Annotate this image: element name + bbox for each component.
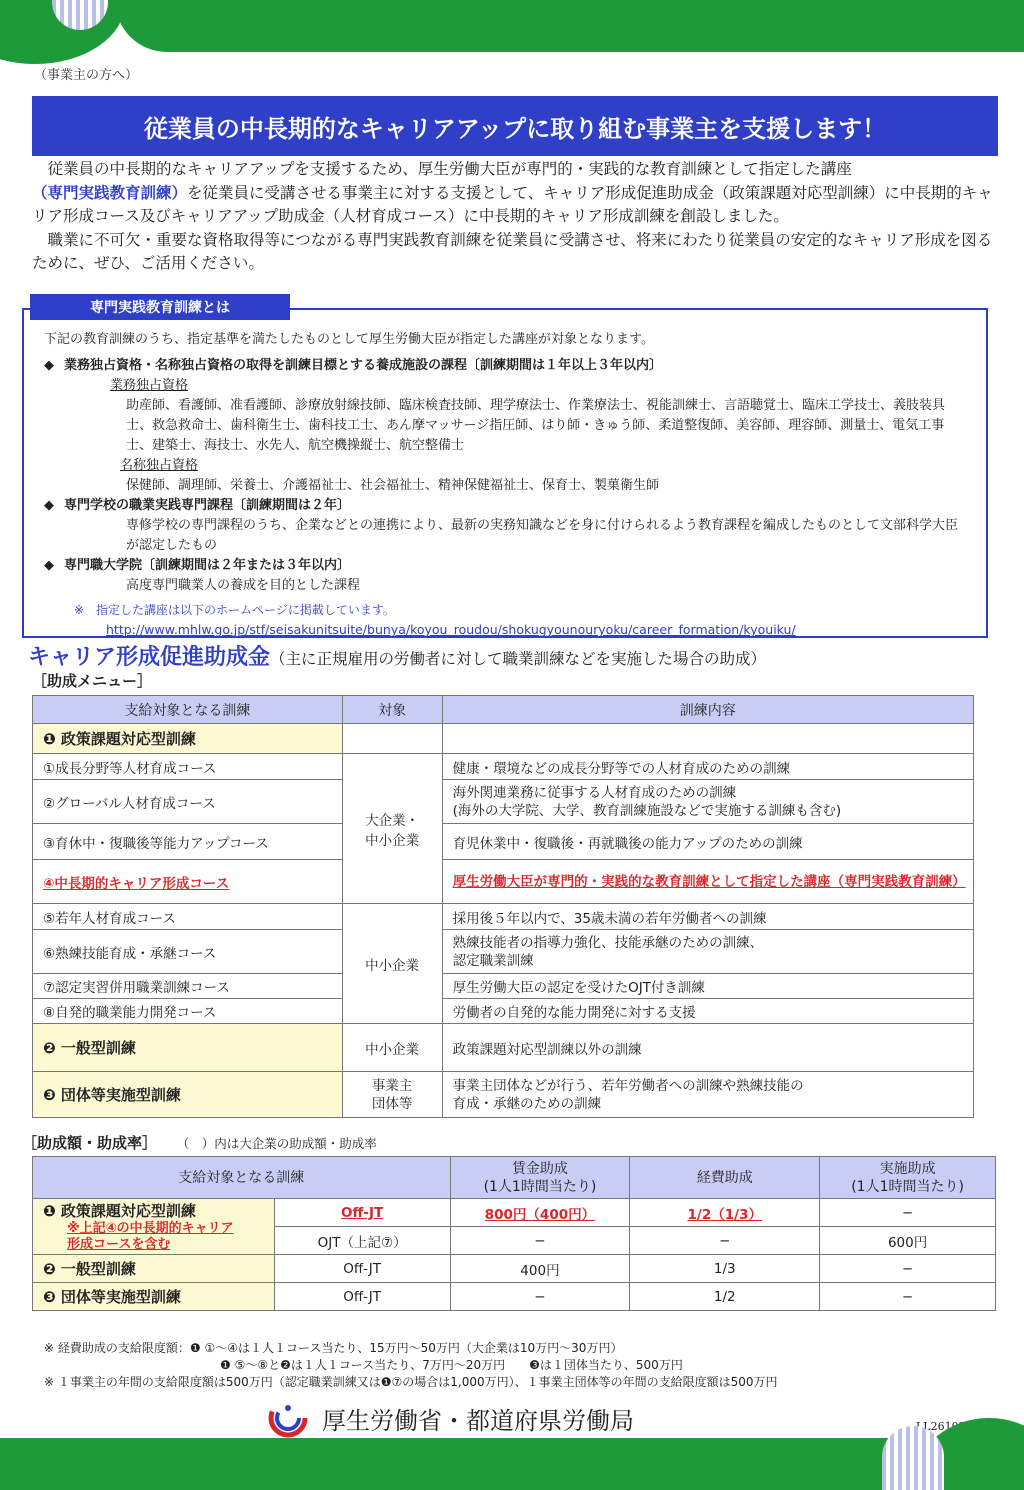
section-title-paren: （主に正規雇用の労働者に対して職業訓練などを実施した場合の助成）	[270, 650, 767, 668]
menu-header-target: 対象	[342, 696, 442, 724]
rate-wage: 400円	[450, 1255, 630, 1283]
rate-general-title: ❷ 一般型訓練	[33, 1255, 275, 1283]
menu-row-content: 健康・環境などの成長分野等での人材育成のための訓練	[442, 754, 973, 780]
footnote-2: ❶ ⑤〜⑧と❷は１人１コース当たり、7万円〜20万円 ❸は１団体当たり、500万円	[220, 1358, 683, 1372]
rate-header-training: 支給対象となる訓練	[33, 1157, 451, 1199]
rate-type: OJT（上記⑦）	[274, 1227, 450, 1255]
menu-target-large: 大企業・ 中小企業	[342, 754, 442, 904]
rate-impl: −	[820, 1255, 996, 1283]
rate-type: Off-JT	[274, 1255, 450, 1283]
menu-group-target: 事業主 団体等	[342, 1072, 442, 1118]
bottom-decoration-stripes	[882, 1426, 944, 1490]
rate-policy-cell	[33, 1199, 275, 1255]
menu-row-content: 海外関連業務に従事する人材育成のための訓練 (海外の大学院、大学、教育訓練施設などで実施する訓練も含む)	[442, 780, 973, 824]
rate-wage: 800円（400円）	[450, 1199, 630, 1227]
menu-row-content: 育児休業中・復職後・再就職後の能力アップのための訓練	[442, 824, 973, 860]
rate-cost: 1/3	[630, 1255, 820, 1283]
menu-policy-title: ❶ 政策課題対応型訓練	[33, 724, 343, 754]
section-title	[28, 640, 766, 671]
ministry-name: 厚生労働省・都道府県労働局	[322, 1406, 634, 1435]
intro-p1-a: 従業員の中長期的なキャリアアップを支援するため、厚生労働大臣が専門的・実践的な教育訓練として指定した講座	[47, 160, 852, 178]
rate-label	[22, 1132, 377, 1153]
rate-header-wage: 賃金助成 (1人1時間当たり)	[450, 1157, 630, 1199]
rate-header-cost: 経費助成	[630, 1157, 820, 1199]
rate-policy-note: ※上記④の中長期的キャリア 形成コースを含む	[67, 1221, 234, 1252]
ministry-logo-icon	[268, 1398, 308, 1438]
rate-impl: −	[820, 1283, 996, 1311]
bottom-decoration-band	[0, 1438, 1024, 1490]
menu-row-name: ⑦認定実習併用職業訓練コース	[33, 974, 343, 999]
top-decoration-band	[115, 0, 1024, 52]
rate-cost: −	[630, 1227, 820, 1255]
rate-wage: −	[450, 1283, 630, 1311]
rate-wage: −	[450, 1227, 630, 1255]
menu-row-name: ③育休中・復職後等能力アップコース	[33, 824, 343, 860]
rate-impl: 600円	[820, 1227, 996, 1255]
menu-row-name: ⑤若年人材育成コース	[33, 904, 343, 930]
menu-row-content: 労働者の自発的な能力開発に対する支援	[442, 999, 973, 1024]
rate-cost: 1/2（1/3）	[630, 1199, 820, 1227]
menu-target-small: 中小企業	[342, 904, 442, 1024]
box-desc-2: 保健師、調理師、栄養士、介護福祉士、社会福祉士、精神保健福祉士、保育士、製菓衛生師	[126, 478, 660, 493]
intro-text	[32, 158, 1002, 276]
rate-type: Off-JT	[274, 1199, 450, 1227]
rate-impl: −	[820, 1199, 996, 1227]
box-lead: 下記の教育訓練のうち、指定基準を満たしたものとして厚生労働大臣が指定した講座が対象となります。	[44, 332, 654, 347]
intro-p1-highlight: （専門実践教育訓練）	[32, 183, 188, 202]
audience-label: （事業主の方へ）	[34, 68, 139, 83]
menu-group-title: ❸ 団体等実施型訓練	[33, 1072, 343, 1118]
box-item-3: ◆ 専門職大学院〔訓練期間は２年または３年以内〕	[44, 556, 974, 576]
training-definition-box	[22, 308, 988, 638]
headline-banner: 従業員の中長期的なキャリアアップに取り組む事業主を支援します！	[32, 96, 998, 156]
box-note: ※ 指定した講座は以下のホームページに掲載しています。	[74, 603, 395, 617]
ministry-logo	[268, 1398, 634, 1438]
rate-group-title: ❸ 団体等実施型訓練	[33, 1283, 275, 1311]
box-desc-1: 助産師、看護師、准看護師、診療放射線技師、臨床検査技師、理学療法士、作業療法士、視能訓練士、言語聴覚士、臨床工学技士、義肢装具士、救急救命士、歯科衛生士、歯科技工士、あん摩マッサージ指圧師、はり師・きゅう師、柔道整復師、美容師、理容師、測量士、電気工事士、建築士、海技士、水先人、航空機操縦士、航空整備士	[126, 398, 946, 453]
menu-header-content: 訓練内容	[442, 696, 973, 724]
menu-label: ［助成メニュー］	[32, 672, 153, 690]
rate-table	[32, 1156, 996, 1311]
footnote-1: ※ 経費助成の支給限度額：❶ ①〜④は１人１コース当たり、15万円〜50万円（大企業は10万円〜30万円）	[44, 1341, 623, 1355]
box-item-2: ◆ 専門学校の職業実践専門課程〔訓練期間は２年〕	[44, 496, 974, 516]
intro-paragraph-1	[32, 158, 1002, 229]
rate-policy-title: ❶ 政策課題対応型訓練	[43, 1202, 196, 1220]
box-sub-1: 業務独占資格	[110, 378, 189, 393]
menu-general-content: 政策課題対応型訓練以外の訓練	[442, 1024, 973, 1072]
menu-row-name: ⑧自発的職業能力開発コース	[33, 999, 343, 1024]
menu-header-training: 支給対象となる訓練	[33, 696, 343, 724]
rate-header-impl: 実施助成 (1人1時間当たり)	[820, 1157, 996, 1199]
box-desc-4: 高度専門職業人の養成を目的とした課程	[126, 578, 361, 593]
menu-row-content: 厚生労働大臣の認定を受けたOJT付き訓練	[442, 974, 973, 999]
menu-row-name: ①成長分野等人材育成コース	[33, 754, 343, 780]
intro-paragraph-2: 職業に不可欠・重要な資格取得等につながる専門実践教育訓練を従業員に受講させ、将来にわたり従業員の安定的なキャリア形成を図るために、ぜひ、ご活用ください。	[32, 230, 993, 272]
intro-p1-b: を従業員に受講させる事業主に対する支援として、キャリア形成促進助成金（政策課題対応型訓練）に中長期的キャリア形成コース及びキャリアアップ助成金（人材育成コース）に中長期的キャリア形成訓練を創設しました。	[32, 183, 993, 225]
footnotes	[44, 1340, 778, 1391]
menu-row-content: 採用後５年以内で、35歳未満の若年労働者への訓練	[442, 904, 973, 930]
menu-general-target: 中小企業	[342, 1024, 442, 1072]
section-title-main: キャリア形成促進助成金	[28, 645, 271, 670]
box-item-1: ◆ 業務独占資格・名称独占資格の取得を訓練目標とする養成施設の課程〔訓練期間は１年以上３年以内〕	[44, 356, 974, 376]
menu-group-content: 事業主団体などが行う、若年労働者への訓練や熟練技能の 育成・承継のための訓練	[442, 1072, 973, 1118]
menu-general-title: ❷ 一般型訓練	[33, 1024, 343, 1072]
rate-type: Off-JT	[274, 1283, 450, 1311]
menu-row-name-highlight: ④中長期的キャリア形成コース	[33, 860, 343, 904]
box-desc-3: 専修学校の専門課程のうち、企業などとの連携により、最新の実務知識などを身に付けられるよう教育課程を編成したものとして文部科学大臣が認定したもの	[126, 518, 959, 553]
rate-label-note: （ ）内は大企業の助成額・助成率	[183, 1136, 377, 1151]
menu-row-name: ⑥熟練技能育成・承継コース	[33, 930, 343, 974]
rate-cost: 1/2	[630, 1283, 820, 1311]
menu-row-content-highlight: 厚生労働大臣が専門的・実践的な教育訓練として指定した講座（専門実践教育訓練）	[442, 860, 973, 904]
box-sub-2: 名称独占資格	[120, 458, 199, 473]
box-tab-title: 専門実践教育訓練とは	[30, 294, 290, 320]
menu-table	[32, 695, 974, 1118]
menu-row-name: ②グローバル人材育成コース	[33, 780, 343, 824]
box-url-link[interactable]: http://www.mhlw.go.jp/stf/seisakunitsuite/bunya/koyou_roudou/shokugyounouryoku/career_formation/kyouiku/	[106, 622, 796, 637]
rate-label-main: ［助成額・助成率］	[22, 1134, 158, 1152]
menu-row-content: 熟練技能者の指導力強化、技能承継のための訓練、 認定職業訓練	[442, 930, 973, 974]
footnote-3: ※ １事業主の年間の支給限度額は500万円（認定職業訓練又は❶⑦の場合は1,000万円）、１事業主団体等の年間の支給限度額は500万円	[44, 1375, 778, 1389]
